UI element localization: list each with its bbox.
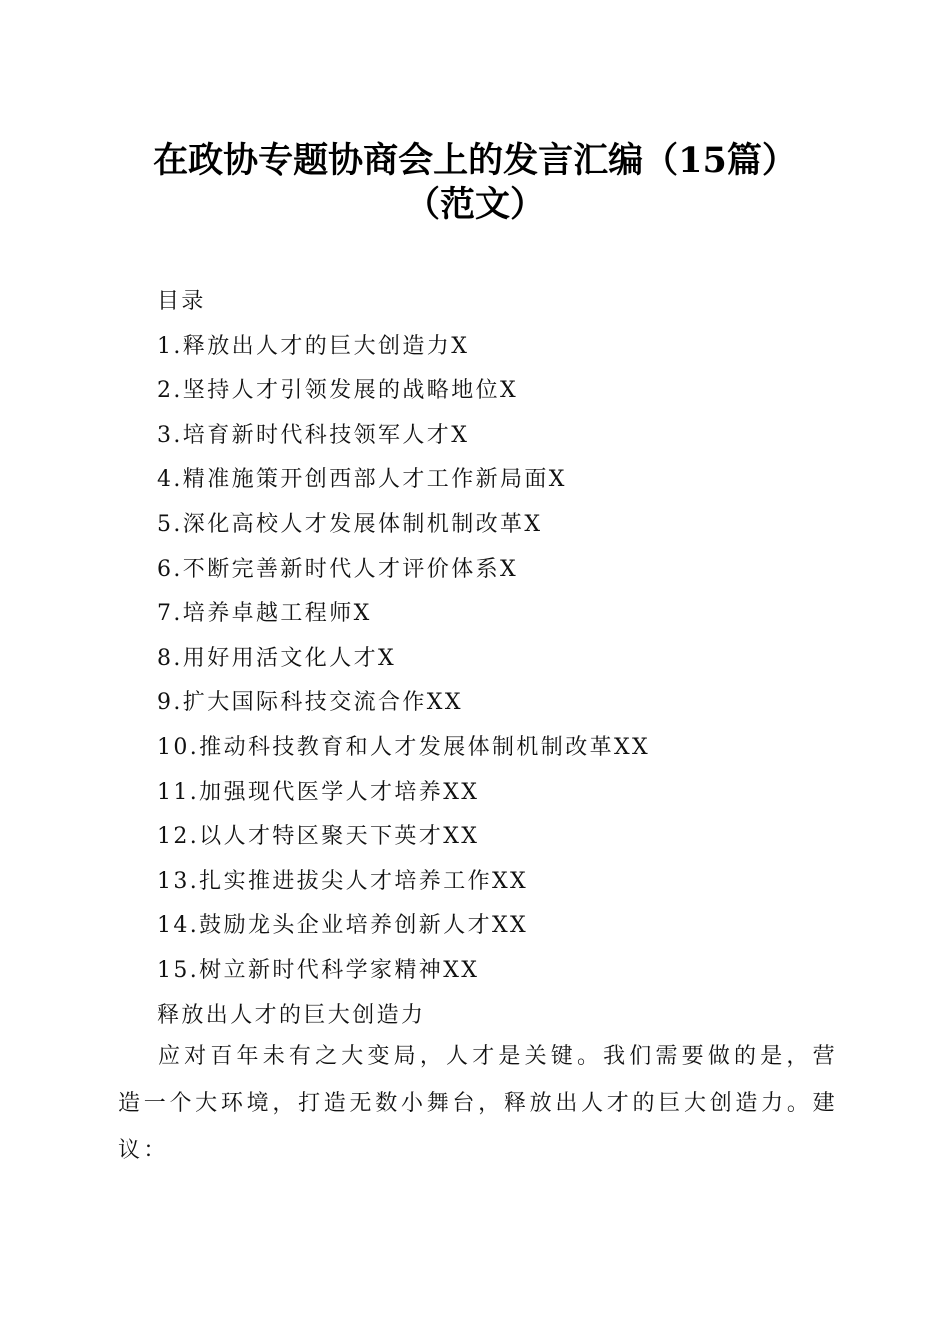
toc-item: 3.培育新时代科技领军人才X (157, 422, 470, 448)
toc-item: 13.扎实推进拔尖人才培养工作XX (157, 868, 529, 894)
table-of-contents (157, 280, 857, 1038)
toc-item: 12.以人才特区聚天下英才XX (157, 824, 480, 850)
toc-item: 10.推动科技教育和人才发展体制机制改革XX (157, 734, 651, 760)
document-subtitle: （范文） (404, 184, 545, 225)
toc-item: 4.精准施策开创西部人才工作新局面X (157, 467, 567, 493)
toc-item: 1.释放出人才的巨大创造力X (157, 333, 470, 359)
document-title: 在政协专题协商会上的发言汇编（15篇） (153, 140, 797, 181)
toc-item: 8.用好用活文化人才X (157, 645, 397, 671)
toc-heading: 目录 (157, 289, 206, 314)
toc-item: 14.鼓励龙头企业培养创新人才XX (157, 913, 529, 939)
toc-list (157, 325, 857, 994)
toc-item: 7.培养卓越工程师X (157, 601, 372, 627)
toc-item: 15.树立新时代科学家精神XX (157, 957, 480, 983)
toc-item: 9.扩大国际科技交流合作XX (157, 690, 463, 716)
toc-item: 5.深化高校人才发展体制机制改革X (157, 511, 543, 537)
toc-item: 6.不断完善新时代人才评价体系X (157, 556, 519, 582)
body-paragraph: 应对百年未有之大变局，人才是关键。我们需要做的是，营造一个大环境，打造无数小舞台，释放出人才的巨大创造力。建议： (118, 1044, 838, 1163)
toc-item: 11.加强现代医学人才培养XX (157, 779, 480, 805)
section-heading: 释放出人才的巨大创造力 (157, 1002, 426, 1028)
toc-item: 2.坚持人才引领发展的战略地位X (157, 378, 519, 404)
